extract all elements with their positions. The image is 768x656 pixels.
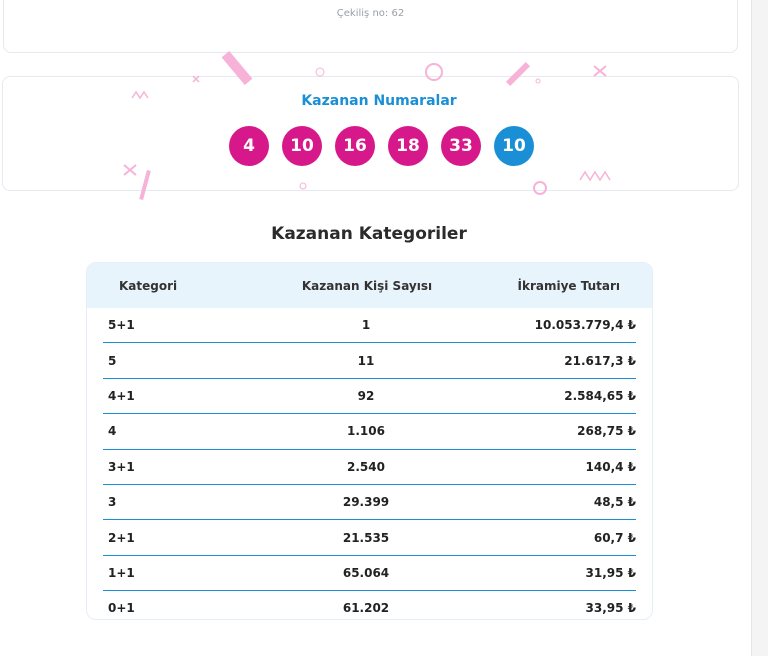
table-row [103,591,636,620]
bonus-ball: 10 [494,126,534,166]
table-row [103,450,636,485]
table-row [103,414,636,449]
categories-title: Kazanan Kategoriler [271,224,467,244]
confetti-bar [222,51,253,85]
column-header-winners: Kazanan Kişi Sayısı [301,278,433,293]
table-body [87,308,652,620]
category-cell: 5+1 [108,318,135,333]
category-cell: 2+1 [108,530,135,545]
prize-cell: 21.617,3 ₺ [564,353,636,368]
table-row [103,308,636,343]
winner-count-cell: 11 [357,353,375,368]
winning-balls [229,126,534,166]
winning-ball: 16 [335,126,375,166]
confetti-ring [316,68,324,76]
confetti-bar [139,170,151,200]
confetti-ring [426,64,442,80]
confetti-ring [534,182,546,194]
winning-ball: 33 [441,126,481,166]
winner-count-cell: 1 [361,318,371,333]
category-cell: 0+1 [108,601,135,616]
prize-cell: 268,75 ₺ [577,424,636,439]
prize-cell: 31,95 ₺ [585,565,636,580]
winner-count-cell: 61.202 [342,601,390,616]
prize-cell: 2.584,65 ₺ [564,388,636,403]
draw-header-card [3,0,738,53]
category-cell: 3+1 [108,459,135,474]
winning-ball: 10 [282,126,322,166]
table-row [103,520,636,555]
table-header [87,263,652,308]
winner-count-cell: 2.540 [347,459,385,474]
confetti-star [124,165,136,175]
confetti-star [193,76,199,82]
categories-table [86,262,653,620]
prize-cell: 60,7 ₺ [593,530,636,545]
confetti-ring [536,79,540,83]
winner-count-cell: 65.064 [342,565,390,580]
category-cell: 4 [108,424,117,439]
table-row [103,379,636,414]
winner-count-cell: 29.399 [342,495,390,510]
table-row [103,485,636,520]
confetti-zigzag [580,172,610,180]
prize-cell: 10.053.779,4 ₺ [534,318,636,333]
winner-count-cell: 21.535 [342,530,390,545]
category-cell: 4+1 [108,388,135,403]
confetti-ring [300,183,306,189]
category-cell: 3 [108,495,117,510]
winner-count-cell: 92 [357,388,375,403]
prize-cell: 140,4 ₺ [585,459,636,474]
category-cell: 5 [108,353,117,368]
prize-cell: 33,95 ₺ [585,601,636,616]
category-cell: 1+1 [108,565,135,580]
draw-number: Çekiliş no: 62 [336,8,405,19]
winning-ball: 18 [388,126,428,166]
confetti-bar [506,62,530,86]
winning-ball: 4 [229,126,269,166]
table-row [103,556,636,591]
prize-cell: 48,5 ₺ [593,495,636,510]
winning-numbers-title: Kazanan Numaralar [301,93,457,109]
table-row [103,343,636,378]
column-header-prize: İkramiye Tutarı [517,278,620,293]
confetti-star [594,66,606,76]
winner-count-cell: 1.106 [347,424,385,439]
column-header-category: Kategori [119,278,178,293]
